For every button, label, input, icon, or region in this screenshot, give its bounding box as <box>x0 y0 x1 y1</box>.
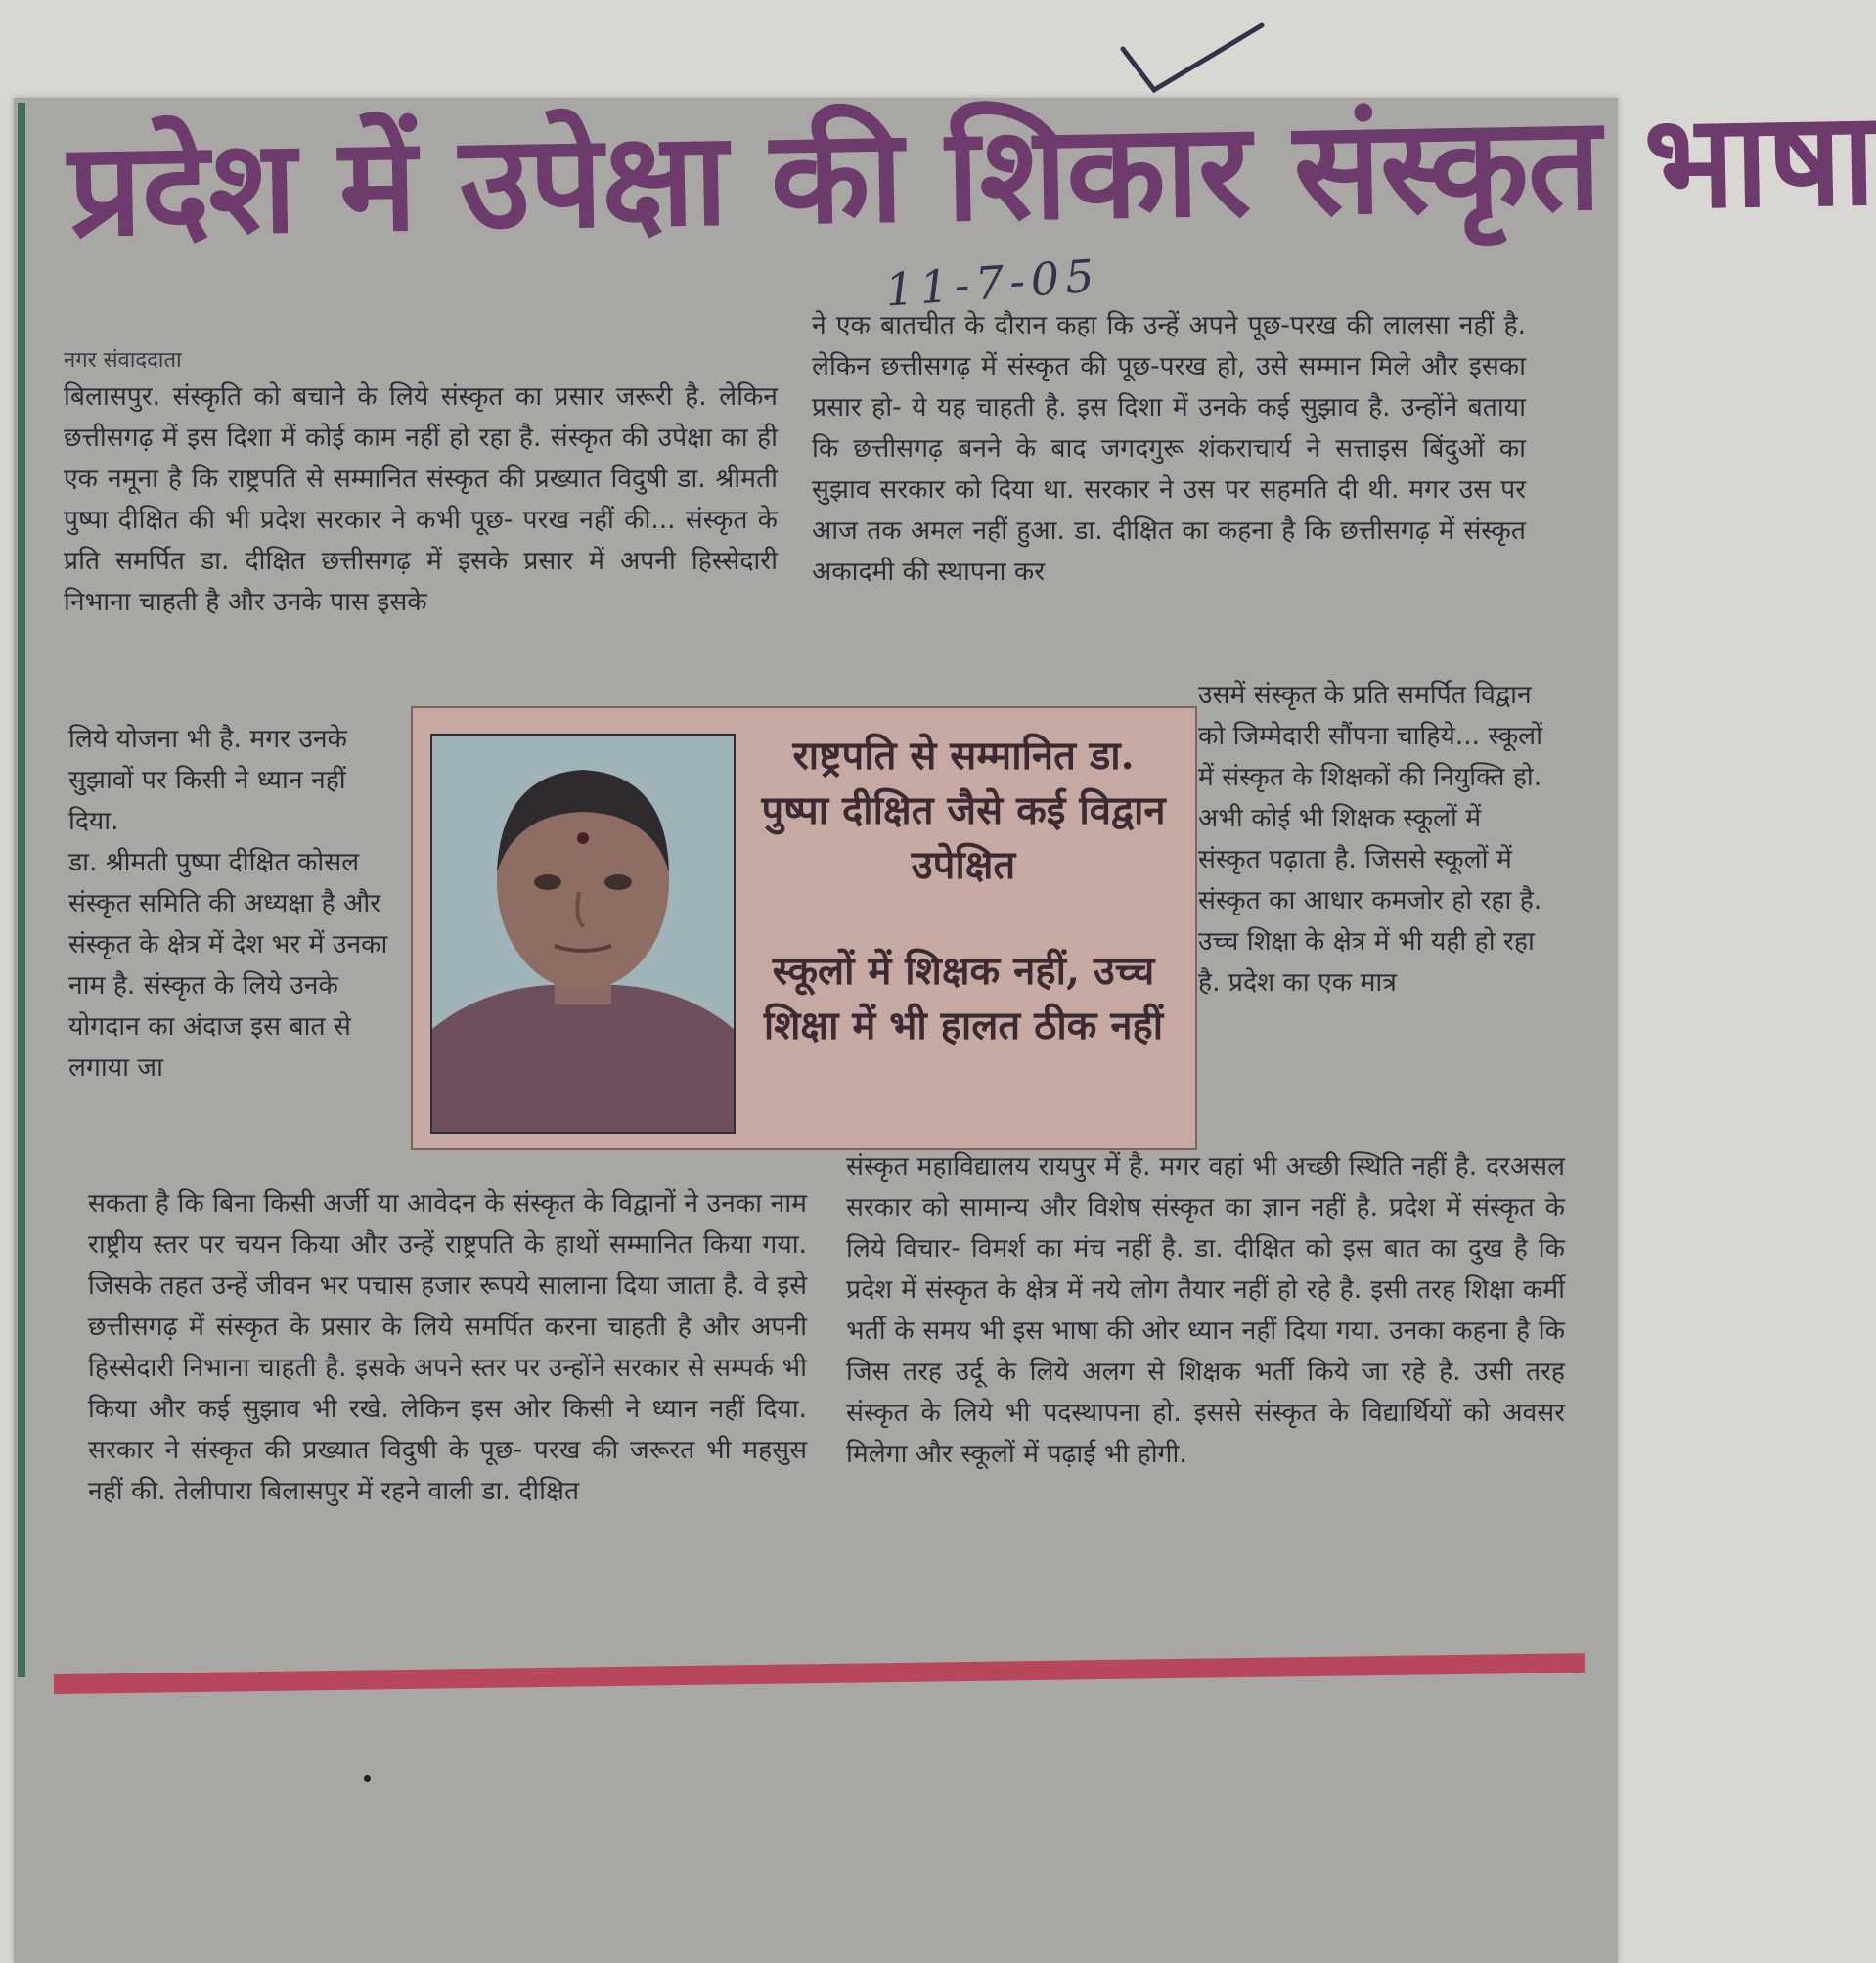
pull-quote-2: स्कूलों में शिक्षक नहीं, उच्च शिक्षा में भी हालत ठीक नहीं <box>763 948 1164 1048</box>
speck <box>364 1775 371 1782</box>
article-column-1-bottom: सकता है कि बिना किसी अर्जी या आवेदन के संस्कृत के विद्वानों ने उनका नाम राष्ट्रीय स्तर पर चयन किया और उन्हें राष्ट्रपति के हाथों सम्मानित किया गया. जिसके तहत उन्हें जीवन भर पचास हजार रूपये सालाना दिया जाता है. वे इसे छत्तीसगढ़ में संस्कृत के प्रसार के लिये समर्पित करना चाहती है और अपनी हिस्सेदारी निभाना चाहती है. इसके अपने स्तर पर उन्होंने सरकार से सम्पर्क भी किया और कई सुझाव भी रखे. लेकिन इस ओर किसी ने ध्यान नहीं दिया. सरकार ने संस्कृत की प्रख्यात विदुषी के पूछ- परख की जरूरत भी महसुस नहीं की. तेलीपारा बिलासपुर में रहने वाली डा. दीक्षित <box>88 1188 807 1506</box>
article-column-1-narrow: लिये योजना भी है. मगर उनके सुझावों पर किसी ने ध्यान नहीं दिया. डा. श्रीमती पुष्पा दीक्षित कोसल संस्कृत समिति की अध्यक्षा है और संस्कृत के क्षेत्र में देश भर में उनका नाम है. संस्कृत के लिये उनके योगदान का अंदाज इस बात से लगाया जा <box>68 724 388 1083</box>
clipping-edge <box>18 103 25 1677</box>
article-column-2-top: ने एक बातचीत के दौरान कहा कि उन्हें अपने पूछ-परख की लालसा नहीं है. लेकिन छत्तीसगढ़ में संस्कृत की पूछ-परख हो, उसे सम्मान मिले और इसका प्रसार हो- ये यह चाहती है. इस दिशा में उनके कई सुझाव है. उन्होंने बताया कि छत्तीसगढ़ बनने के बाद जगदगुरू शंकराचार्य ने सत्ताइस बिंदुओं का सुझाव सरकार को दिया था. सरकार ने उस पर सहमति दी थी. मगर उस पर आज तक अमल नहीं हुआ. डा. दीक्षित का कहना है कि छत्तीसगढ़ में संस्कृत अकादमी की स्थापना कर <box>812 310 1526 587</box>
portrait-photo <box>430 734 736 1134</box>
article-column-1-top: बिलासपुर. संस्कृति को बचाने के लिये संस्कृत का प्रसार जरूरी है. लेकिन छत्तीसगढ़ में इस दिशा में कोई काम नहीं हो रहा है. संस्कृत की उपेक्षा का ही एक नमूना है कि राष्ट्रपति से सम्मानित संस्कृत की प्रख्यात विदुषी डा. श्रीमती पुष्पा दीक्षित की भी प्रदेश सरकार ने कभी पूछ- परख नहीं की... संस्कृत के प्रति समर्पित डा. दीक्षित छत्तीसगढ़ में इसके प्रसार में अपनी हिस्सेदारी निभाना चाहती है और उनके पास इसके <box>64 381 778 617</box>
byline: नगर संवाददाता <box>64 348 182 373</box>
handwritten-check-mark <box>1115 20 1272 98</box>
article-column-2-narrow: उसमें संस्कृत के प्रति समर्पित विद्वान को जिम्मेदारी सौंपना चाहिये... स्कूलों में संस्कृत के शिक्षकों की नियुक्ति हो. अभी कोई भी शिक्षक स्कूलों में संस्कृत पढ़ाता है. जिससे स्कूलों में संस्कृत का आधार कमजोर हो रहा है. उच्च शिक्षा के क्षेत्र में भी यही हो रहा है. प्रदेश का एक मात्र <box>1198 680 1543 998</box>
pull-quote-1: राष्ट्रपति से सम्मानित डा. पुष्पा दीक्षित जैसे कई विद्वान उपेक्षित <box>761 733 1166 888</box>
headline: प्रदेश में उपेक्षा की शिकार संस्कृत भाषा <box>67 82 1876 266</box>
handwritten-date: 11-7-05 <box>883 248 1102 317</box>
article-column-2-bottom: संस्कृत महाविद्यालय रायपुर में है. मगर वहां भी अच्छी स्थिति नहीं है. दरअसल सरकार को सामान्य और विशेष संस्कृत का ज्ञान नहीं है. प्रदेश में संस्कृत के लिये विचार- विमर्श का मंच नहीं है. डा. दीक्षित को इस बात का दुख है कि प्रदेश में संस्कृत के क्षेत्र में नये लोग तैयार नहीं हो रहे है. इसी तरह शिक्षा कर्मी भर्ती के समय भी इस भाषा की ओर ध्यान नहीं दिया गया. उनका कहना है कि जिस तरह उर्दू के लिये अलग से शिक्षक भर्ती किये जा रहे है. उसी तरह संस्कृत के लिये भी पदस्थापना हो. इससे संस्कृत के विद्यार्थियों को अवसर मिलेगा और स्कूलों में पढ़ाई भी होगी. <box>846 1151 1565 1469</box>
